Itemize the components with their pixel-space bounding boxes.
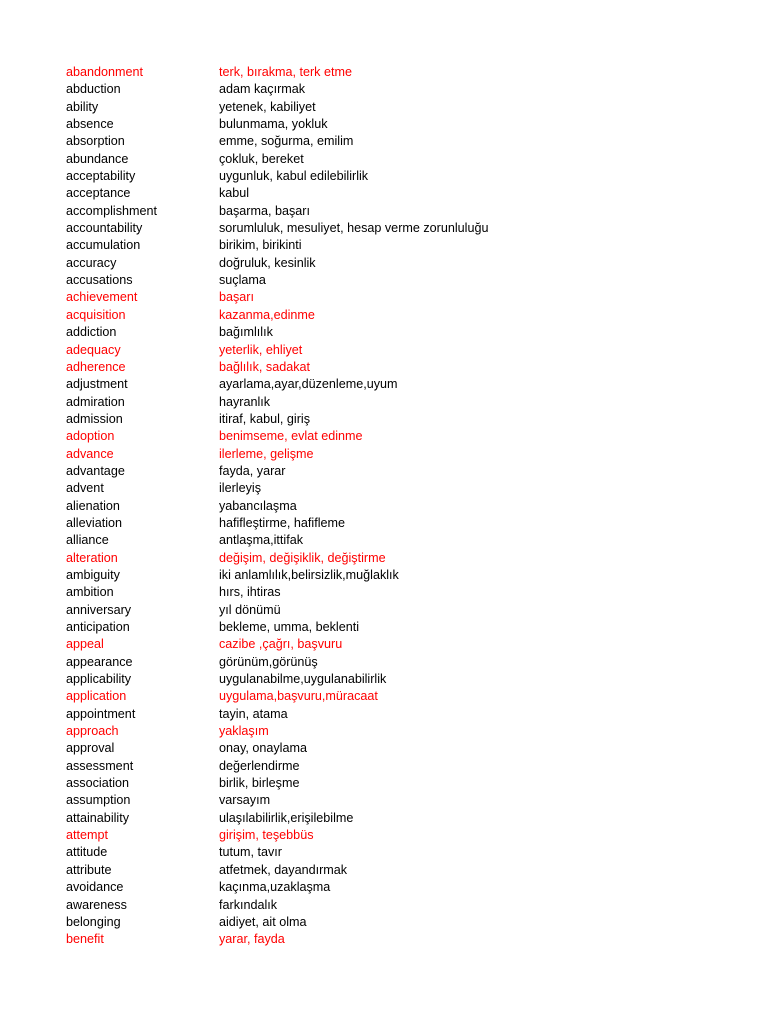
english-term: alienation	[66, 498, 120, 513]
english-term: ambiguity	[66, 567, 120, 582]
vocab-row	[66, 515, 746, 532]
vocab-row	[66, 255, 746, 272]
vocab-row	[66, 827, 746, 844]
english-term: approval	[66, 741, 115, 756]
english-term: addiction	[66, 325, 117, 340]
english-term: accountability	[66, 221, 143, 236]
vocab-row	[66, 550, 746, 567]
turkish-meaning: bağlılık, sadakat	[219, 359, 311, 374]
vocab-row	[66, 220, 746, 237]
turkish-meaning: görünüm,görünüş	[219, 654, 318, 669]
english-term: association	[66, 776, 130, 791]
english-term: advent	[66, 481, 104, 496]
vocab-row	[66, 914, 746, 931]
turkish-meaning: değişim, değişiklik, değiştirme	[219, 550, 386, 565]
english-term: ambition	[66, 585, 114, 600]
vocab-row	[66, 619, 746, 636]
english-term: abundance	[66, 151, 129, 166]
vocab-row	[66, 567, 746, 584]
english-term: attitude	[66, 845, 108, 860]
english-term: approach	[66, 724, 119, 739]
turkish-meaning: yaklaşım	[219, 724, 269, 739]
english-term: accomplishment	[66, 203, 157, 218]
english-term: benefit	[66, 932, 104, 947]
turkish-meaning: suçlama	[219, 273, 266, 288]
vocab-row	[66, 203, 746, 220]
turkish-meaning: bulunmama, yokluk	[219, 117, 328, 132]
turkish-meaning: kabul	[219, 186, 250, 201]
english-term: acceptance	[66, 186, 131, 201]
turkish-meaning: tayin, atama	[219, 706, 288, 721]
english-term: advantage	[66, 463, 125, 478]
turkish-meaning: ayarlama,ayar,düzenleme,uyum	[219, 377, 398, 392]
turkish-meaning: hırs, ihtiras	[219, 585, 281, 600]
turkish-meaning: uygulama,başvuru,müracaat	[219, 689, 378, 704]
vocabulary-list	[66, 64, 746, 949]
turkish-meaning: yetenek, kabiliyet	[219, 99, 316, 114]
vocab-row	[66, 272, 746, 289]
english-term: awareness	[66, 897, 127, 912]
vocab-row	[66, 342, 746, 359]
english-term: attribute	[66, 862, 112, 877]
turkish-meaning: fayda, yarar	[219, 463, 286, 478]
english-term: alliance	[66, 533, 109, 548]
english-term: application	[66, 689, 127, 704]
turkish-meaning: başarma, başarı	[219, 203, 310, 218]
english-term: appointment	[66, 706, 136, 721]
turkish-meaning: cazibe ,çağrı, başvuru	[219, 637, 343, 652]
turkish-meaning: ilerleme, gelişme	[219, 446, 314, 461]
english-term: attainability	[66, 810, 130, 825]
turkish-meaning: yabancılaşma	[219, 498, 297, 513]
vocab-row	[66, 168, 746, 185]
turkish-meaning: onay, onaylama	[219, 741, 307, 756]
turkish-meaning: ilerleyiş	[219, 481, 261, 496]
english-term: admiration	[66, 394, 125, 409]
vocab-row	[66, 844, 746, 861]
vocab-row	[66, 394, 746, 411]
english-term: accuracy	[66, 255, 117, 270]
vocab-row	[66, 428, 746, 445]
turkish-meaning: birikim, birikinti	[219, 238, 302, 253]
english-term: attempt	[66, 828, 108, 843]
turkish-meaning: doğruluk, kesinlik	[219, 255, 316, 270]
english-term: absence	[66, 117, 114, 132]
turkish-meaning: varsayım	[219, 793, 271, 808]
turkish-meaning: aidiyet, ait olma	[219, 914, 307, 929]
vocab-row	[66, 151, 746, 168]
turkish-meaning: emme, soğurma, emilim	[219, 134, 354, 149]
english-term: alleviation	[66, 515, 123, 530]
vocab-row	[66, 64, 746, 81]
turkish-meaning: değerlendirme	[219, 758, 300, 773]
english-term: admission	[66, 411, 123, 426]
vocab-row	[66, 359, 746, 376]
vocab-row	[66, 758, 746, 775]
vocab-row	[66, 463, 746, 480]
vocab-row	[66, 133, 746, 150]
vocab-row	[66, 862, 746, 879]
turkish-meaning: kazanma,edinme	[219, 307, 315, 322]
english-term: anticipation	[66, 620, 130, 634]
vocab-row	[66, 723, 746, 740]
english-term: alteration	[66, 550, 118, 565]
turkish-meaning: hayranlık	[219, 394, 271, 409]
english-term: achievement	[66, 290, 138, 305]
english-term: applicability	[66, 672, 132, 687]
turkish-meaning: yarar, fayda	[219, 932, 285, 947]
english-term: belonging	[66, 914, 121, 929]
vocab-row	[66, 446, 746, 463]
vocab-row	[66, 792, 746, 809]
english-term: acquisition	[66, 307, 126, 322]
turkish-meaning: sorumluluk, mesuliyet, hesap verme zorunluluğu	[219, 221, 489, 236]
vocab-row	[66, 116, 746, 133]
vocab-row	[66, 671, 746, 688]
english-term: accusations	[66, 273, 133, 288]
english-term: acceptability	[66, 169, 136, 184]
english-term: adjustment	[66, 377, 128, 392]
vocab-row	[66, 237, 746, 254]
vocab-row	[66, 81, 746, 98]
turkish-meaning: hafifleştirme, hafifleme	[219, 515, 345, 530]
turkish-meaning: adam kaçırmak	[219, 82, 306, 97]
turkish-meaning: uygunluk, kabul edilebilirlik	[219, 169, 369, 184]
vocab-row	[66, 584, 746, 601]
turkish-meaning: atfetmek, dayandırmak	[219, 862, 348, 877]
vocab-row	[66, 376, 746, 393]
english-term: avoidance	[66, 880, 124, 895]
english-term: anniversary	[66, 602, 132, 617]
turkish-meaning: kaçınma,uzaklaşma	[219, 880, 331, 895]
vocab-row	[66, 688, 746, 705]
turkish-meaning: terk, bırakma, terk etme	[219, 65, 352, 79]
vocab-row	[66, 706, 746, 723]
english-term: adherence	[66, 359, 126, 374]
english-term: assessment	[66, 758, 134, 773]
turkish-meaning: yeterlik, ehliyet	[219, 342, 303, 357]
vocab-row	[66, 654, 746, 671]
vocab-row	[66, 740, 746, 757]
vocab-row	[66, 879, 746, 896]
turkish-meaning: iki anlamlılık,belirsizlik,muğlaklık	[219, 567, 399, 582]
turkish-meaning: ulaşılabilirlik,erişilebilme	[219, 810, 354, 825]
turkish-meaning: bekleme, umma, beklenti	[219, 620, 359, 634]
turkish-meaning: çokluk, bereket	[219, 151, 304, 166]
turkish-meaning: farkındalık	[219, 897, 278, 912]
english-term: adoption	[66, 429, 115, 444]
vocab-row	[66, 810, 746, 827]
vocab-row	[66, 289, 746, 306]
vocab-row	[66, 411, 746, 428]
vocab-row	[66, 931, 746, 948]
turkish-meaning: antlaşma,ittifak	[219, 533, 303, 548]
vocab-row	[66, 99, 746, 116]
english-term: appearance	[66, 654, 133, 669]
english-term: absorption	[66, 134, 125, 149]
vocab-row	[66, 775, 746, 792]
vocab-row	[66, 602, 746, 619]
vocab-row	[66, 498, 746, 515]
turkish-meaning: bağımlılık	[219, 325, 273, 340]
english-term: appeal	[66, 637, 104, 652]
vocab-row	[66, 897, 746, 914]
turkish-meaning: birlik, birleşme	[219, 776, 300, 791]
turkish-meaning: yıl dönümü	[219, 602, 281, 617]
turkish-meaning: uygulanabilme,uygulanabilirlik	[219, 672, 387, 687]
english-term: advance	[66, 446, 114, 461]
vocab-row	[66, 307, 746, 324]
vocab-row	[66, 532, 746, 549]
english-term: accumulation	[66, 238, 141, 253]
turkish-meaning: itiraf, kabul, giriş	[219, 411, 310, 426]
turkish-meaning: benimseme, evlat edinme	[219, 429, 363, 444]
vocab-row	[66, 480, 746, 497]
english-term: abduction	[66, 82, 121, 97]
english-term: assumption	[66, 793, 131, 808]
turkish-meaning: tutum, tavır	[219, 845, 282, 860]
turkish-meaning: başarı	[219, 290, 255, 305]
english-term: ability	[66, 99, 99, 114]
vocab-row	[66, 636, 746, 653]
english-term: abandonment	[66, 65, 144, 79]
vocab-row	[66, 324, 746, 341]
vocab-row	[66, 185, 746, 202]
english-term: adequacy	[66, 342, 121, 357]
turkish-meaning: girişim, teşebbüs	[219, 828, 314, 843]
